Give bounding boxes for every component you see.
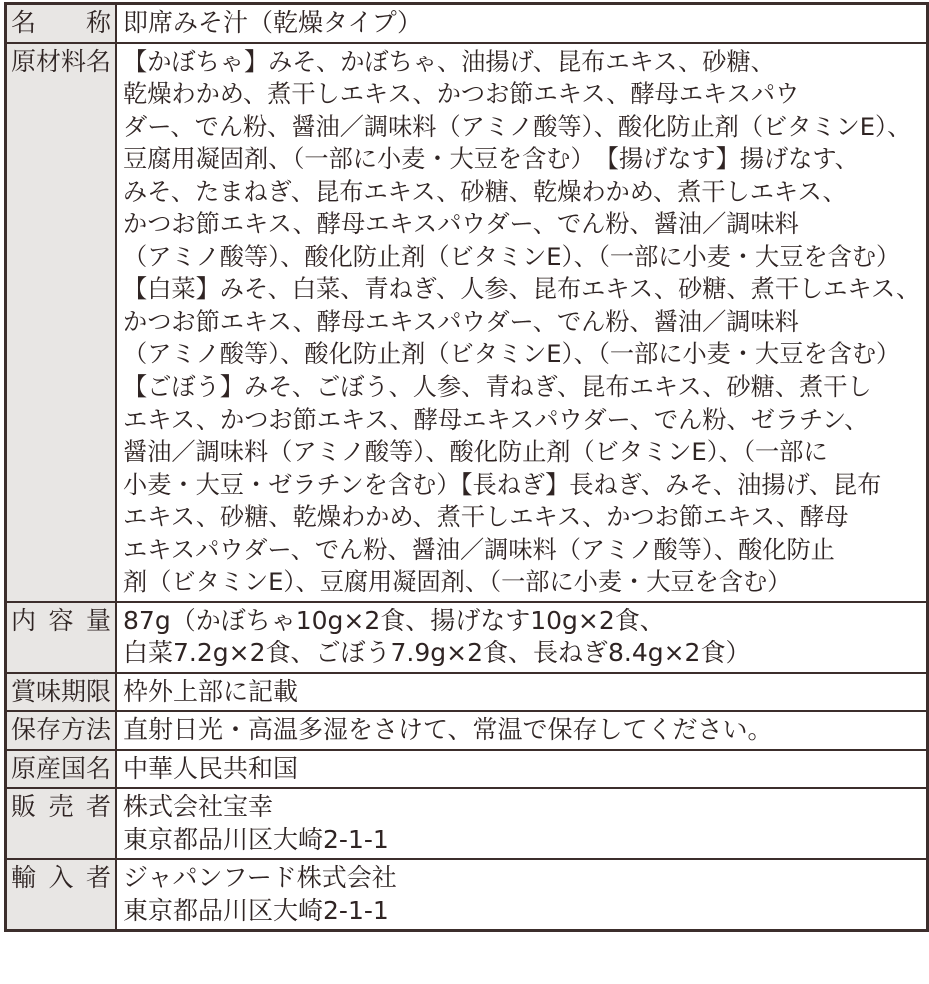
- origin-value: 中華人民共和国: [116, 750, 928, 789]
- row-importer: [6, 859, 928, 931]
- seller-company: 株式会社宝幸: [123, 792, 274, 822]
- row-origin: [6, 750, 928, 789]
- importer-label: [6, 859, 117, 931]
- importer-label-text: 輸入者: [11, 863, 112, 893]
- ingredients-line: 【ごぼう】みそ、ごぼう、人参、青ねぎ、昆布エキス、砂糖、煮干し: [123, 372, 872, 401]
- ingredients-line: 乾燥わかめ、煮干しエキス、かつお節エキス、酵母エキスパウ: [123, 80, 800, 109]
- contents-label-text: 内容量: [11, 605, 112, 635]
- row-best-before: [6, 673, 928, 712]
- ingredients-line: エキス、砂糖、乾燥わかめ、煮干しエキス、かつお節エキス、酵母: [123, 503, 849, 532]
- ingredients-line: 剤（ビタミンE）、豆腐用凝固剤、（一部に小麦・大豆を含む）: [123, 568, 792, 597]
- storage-value: 直射日光・高温多湿をさけて、常温で保存してください。: [116, 711, 928, 750]
- importer-company: ジャパンフード株式会社: [123, 863, 397, 893]
- origin-label: 原産国名: [6, 750, 117, 789]
- row-contents: [6, 602, 928, 673]
- importer-value: [116, 859, 928, 931]
- seller-label: [6, 788, 117, 859]
- ingredients-line: かつお節エキス、酵母エキスパウダー、でん粉、醤油／調味料: [123, 210, 799, 239]
- product-name-value: 即席みそ汁（乾燥タイプ）: [116, 4, 928, 43]
- ingredients-line: 醤油／調味料（アミノ酸等）、酸化防止剤（ビタミンE）、（一部に: [123, 438, 828, 467]
- row-storage: [6, 711, 928, 750]
- food-label-table: [4, 2, 929, 932]
- storage-label: 保存方法: [6, 711, 117, 750]
- ingredients-line: （アミノ酸等）、酸化防止剤（ビタミンE）、（一部に小麦・大豆を含む）: [123, 340, 901, 369]
- row-product-name: [6, 4, 928, 43]
- contents-line: 87g（かぼちゃ10g×2食、揚げなす10g×2食、: [123, 605, 665, 635]
- ingredients-line: エキス、かつお節エキス、酵母エキスパウダー、でん粉、ゼラチン、: [123, 405, 869, 434]
- best-before-value: 枠外上部に記載: [116, 673, 928, 712]
- best-before-label: 賞味期限: [6, 673, 117, 712]
- product-name-label-text: 名 称: [11, 8, 112, 37]
- ingredients-line: 【かぼちゃ】みそ、かぼちゃ、油揚げ、昆布エキス、砂糖、: [123, 47, 775, 76]
- row-ingredients: [6, 43, 928, 602]
- ingredients-line: かつお節エキス、酵母エキスパウダー、でん粉、醤油／調味料: [123, 307, 799, 336]
- contents-value: [116, 602, 928, 673]
- ingredients-line: 豆腐用凝固剤、（一部に小麦・大豆を含む） 【揚げなす】揚げなす、: [123, 145, 859, 174]
- ingredients-line: 【白菜】みそ、白菜、青ねぎ、人参、昆布エキス、砂糖、煮干しエキス、: [123, 275, 921, 304]
- ingredients-line: ダー、でん粉、醤油／調味料（アミノ酸等）、酸化防止剤（ビタミンE）、: [123, 112, 912, 141]
- seller-address: 東京都品川区大崎2-1-1: [123, 824, 389, 854]
- contents-line: 白菜7.2g×2食、ごぼう7.9g×2食、長ねぎ8.4g×2食）: [123, 638, 751, 668]
- ingredients-label: 原材料名: [6, 43, 117, 602]
- ingredients-line: 小麦・大豆・ゼラチンを含む）【長ねぎ】長ねぎ、みそ、油揚げ、昆布: [123, 470, 882, 499]
- importer-address: 東京都品川区大崎2-1-1: [123, 895, 389, 925]
- seller-label-text: 販売者: [11, 792, 112, 822]
- ingredients-line: エキスパウダー、でん粉、醤油／調味料（アミノ酸等）、酸化防止: [123, 535, 835, 564]
- ingredients-line: （アミノ酸等）、酸化防止剤（ビタミンE）、（一部に小麦・大豆を含む）: [123, 242, 901, 271]
- row-seller: [6, 788, 928, 859]
- ingredients-value: [116, 43, 928, 602]
- seller-value: [116, 788, 928, 859]
- contents-label: [6, 602, 117, 673]
- ingredients-line: みそ、たまねぎ、昆布エキス、砂糖、乾燥わかめ、煮干しエキス、: [123, 177, 847, 206]
- product-name-label: [6, 4, 117, 43]
